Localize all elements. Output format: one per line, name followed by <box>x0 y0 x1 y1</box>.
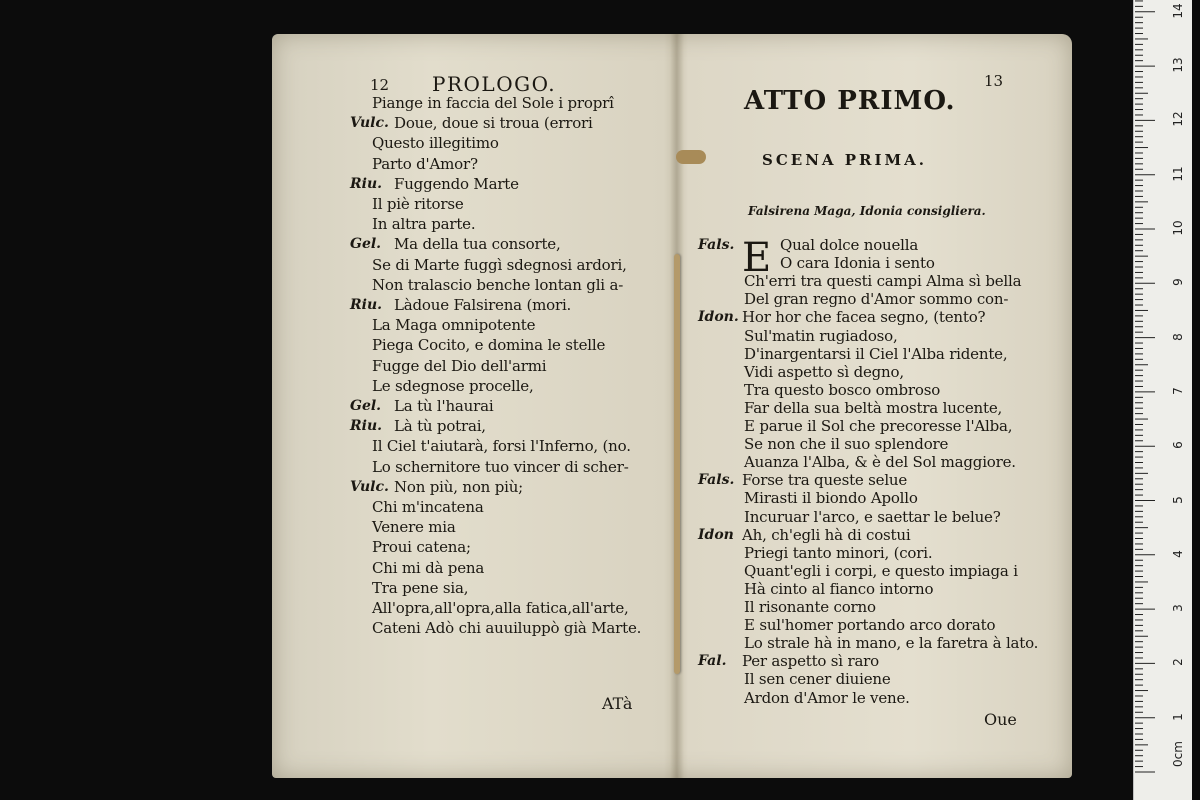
ruler-label: 6 <box>1171 441 1185 450</box>
ruler-label: 9 <box>1171 278 1185 287</box>
binding-thread <box>674 254 680 674</box>
text-line: Qual dolce nouella <box>780 236 919 254</box>
text-line: Fuggendo Marte <box>394 174 519 193</box>
text-line: Il risonante corno <box>744 598 876 616</box>
speaker-label: Fals. <box>698 472 735 489</box>
act-title: ATTO PRIMO. <box>744 86 956 116</box>
text-line: Fugge del Dio dell'armi <box>372 356 547 375</box>
text-line: Proui catena; <box>372 538 471 557</box>
text-line: In altra parte. <box>372 215 476 234</box>
text-line: Se di Marte fuggì sdegnosi ardori, <box>372 255 627 274</box>
speaker-label: Vulc. <box>350 478 389 495</box>
scene-title: SCENA PRIMA. <box>762 151 928 169</box>
speaker-label: Riu. <box>350 418 383 435</box>
text-line: Ch'erri tra questi campi Alma sì bella <box>744 272 1022 291</box>
text-line: Ma della tua consorte, <box>394 235 561 254</box>
text-line: E sul'homer portando arco dorato <box>744 616 996 635</box>
text-line: Parto d'Amor? <box>372 154 478 173</box>
text-line: La Maga omnipotente <box>372 316 536 335</box>
speaker-label: Idon <box>698 526 734 543</box>
text-line: Questo illegitimo <box>372 134 499 153</box>
ruler-label: 10 <box>1171 220 1185 236</box>
text-line: Là tù potrai, <box>394 417 486 436</box>
text-line: D'inargentarsi il Ciel l'Alba ridente, <box>744 344 1008 363</box>
text-line: E parue il Sol che precoresse l'Alba, <box>744 417 1013 435</box>
text-line: All'opra,all'opra,alla fatica,all'arte, <box>372 599 629 617</box>
text-line: Tra pene sia, <box>372 578 469 597</box>
text-line: Se non che il suo splendore <box>744 435 949 454</box>
ruler-label: 5 <box>1171 495 1185 504</box>
text-line: Mirasti il biondo Apollo <box>744 489 918 508</box>
ruler-label: 11 <box>1171 166 1185 182</box>
text-line: Ah, ch'egli hà di costui <box>742 525 911 544</box>
text-line: Forse tra queste selue <box>742 471 908 490</box>
catchword-right: Oue <box>984 710 1017 729</box>
ruler-label: 3 <box>1171 604 1185 612</box>
left-page <box>272 34 670 778</box>
text-line: Non tralascio benche lontan gli a- <box>372 275 624 294</box>
ruler-label: 7 <box>1171 387 1185 395</box>
text-line: Auanza l'Alba, & è del Sol maggiore. <box>744 453 1016 472</box>
text-line: Per aspetto sì raro <box>742 652 879 671</box>
running-head: PROLOGO. <box>432 72 557 96</box>
speaker-label: Fal. <box>698 653 727 670</box>
text-line: Del gran regno d'Amor sommo con- <box>744 290 1009 309</box>
text-line: Sul'matin rugiadoso, <box>744 326 898 345</box>
catchword-left: ATà <box>602 694 633 713</box>
ruler-unit-label: 0cm <box>1171 741 1185 767</box>
text-line: Lo schernitore tuo vincer di scher- <box>372 457 629 476</box>
speaker-label: Riu. <box>350 297 383 313</box>
text-line: Priegi tanto minori, (cori. <box>744 543 933 562</box>
cast-list: Falsirena Maga, Idonia consigliera. <box>748 204 986 218</box>
speaker-label: Gel. <box>350 236 382 253</box>
text-line: Incuruar l'arco, e saettar le belue? <box>744 507 1001 526</box>
text-line: Quant'egli i corpi, e questo impiaga i <box>744 561 1018 580</box>
measuring-ruler <box>1133 0 1192 800</box>
text-line: Piange in faccia del Sole i proprî <box>372 94 614 112</box>
text-line: Hor hor che facea segno, (tento? <box>742 308 986 327</box>
ruler-label: 8 <box>1171 332 1185 341</box>
speaker-label: Riu. <box>350 175 383 192</box>
text-line: Cateni Adò chi auuiluppò già Marte. <box>372 619 642 638</box>
ruler-label: 13 <box>1171 57 1185 73</box>
ruler-label: 4 <box>1171 549 1185 558</box>
page-number-right: 13 <box>984 72 1004 90</box>
text-line: Hà cinto al fianco intorno <box>744 579 934 598</box>
right-page <box>684 34 1072 778</box>
text-line: Venere mia <box>372 518 456 537</box>
open-book <box>272 34 1072 778</box>
text-line: La tù l'haurai <box>394 397 494 415</box>
text-line: Chi m'incatena <box>372 498 484 516</box>
ruler-label: 12 <box>1171 111 1185 128</box>
text-line: Tra questo bosco ombroso <box>744 380 941 399</box>
text-line: Ardon d'Amor le vene. <box>744 688 910 707</box>
ruler-label: 2 <box>1171 658 1185 667</box>
speaker-label: Fals. <box>698 237 735 253</box>
text-line: Il sen cener diuiene <box>744 670 891 689</box>
ruler-label: 14 <box>1171 3 1185 19</box>
speaker-label: Idon. <box>698 309 739 326</box>
text-line: Doue, doue si troua (errori <box>394 114 593 133</box>
text-line: Il Ciel t'aiutarà, forsi l'Inferno, (no. <box>372 437 631 456</box>
drop-cap: E <box>742 235 772 281</box>
text-line: Far della sua beltà mostra lucente, <box>744 398 1003 417</box>
text-line: Il piè ritorse <box>372 195 464 213</box>
speaker-label: Gel. <box>350 398 382 414</box>
text-line: Vidi aspetto sì degno, <box>744 362 904 381</box>
text-line: Lo strale hà in mano, e la faretra à lato. <box>744 634 1039 653</box>
page-number-left: 12 <box>370 76 390 94</box>
speaker-label: Vulc. <box>350 115 389 132</box>
ruler-label: 1 <box>1171 712 1185 721</box>
text-line: O cara Idonia i sento <box>780 254 935 273</box>
text-line: Piega Cocito, e domina le stelle <box>372 336 606 355</box>
text-line: Non più, non più; <box>394 477 524 496</box>
text-line: Le sdegnose procelle, <box>372 376 534 395</box>
text-line: Chi mi dà pena <box>372 558 485 577</box>
text-line: Làdoue Falsirena (mori. <box>394 296 572 314</box>
